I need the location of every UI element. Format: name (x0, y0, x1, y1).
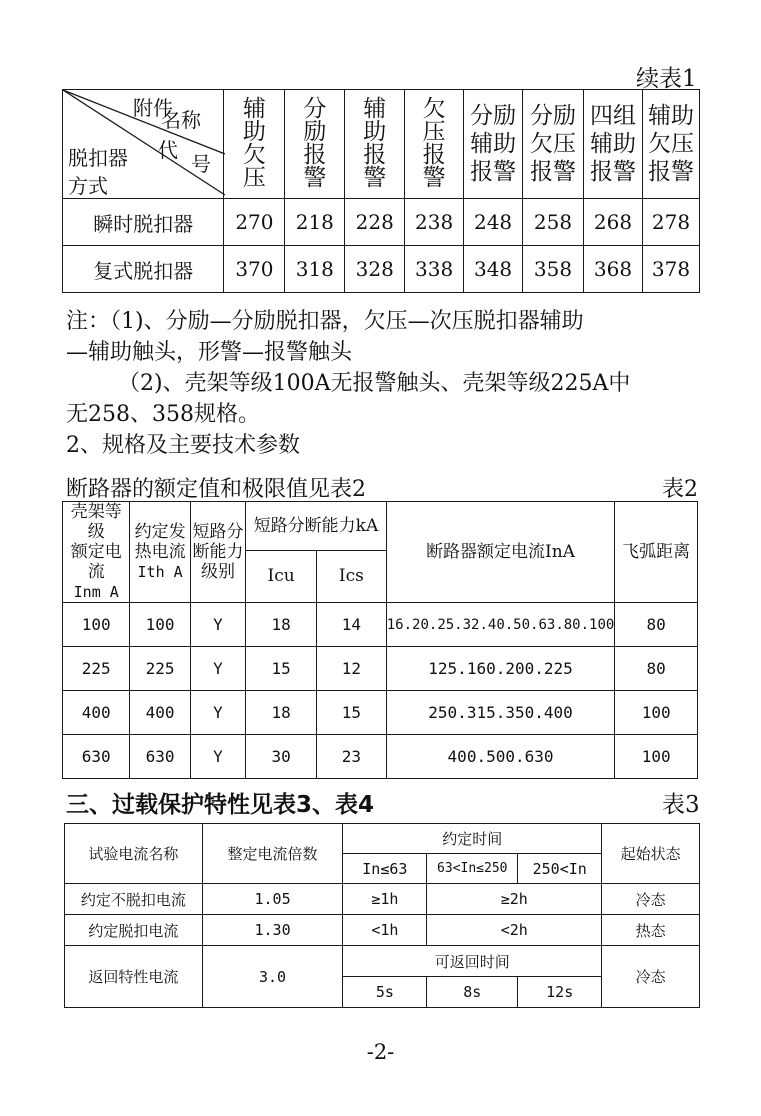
col-header: 250<In (518, 854, 602, 884)
overload-table: 试验电流名称 整定电流倍数 约定时间 起始状态 In≤63 63<In≤250 250<In 约定不脱扣电流 1.05 ≥1h ≥2h 冷态 约定脱扣电流 1.30 <1h <2h 热态 返回特性电流 3.0 可返回时间 冷态 5s 8s 12s (64, 823, 700, 1008)
note-line: 注：（1)、分励—分励脱扣器，欠压—次压脱扣器辅助 (66, 309, 584, 334)
cell: 238 (405, 199, 464, 246)
table-row: 约定脱扣电流 1.30 <1h <2h 热态 (65, 915, 700, 946)
col-header: 分励欠压报警 (523, 90, 584, 199)
table2-intro: 断路器的额定值和极限值见表2 (66, 477, 366, 502)
cell: 248 (464, 199, 523, 246)
table-row (63, 199, 700, 246)
returnable-time-header: 可返回时间 (343, 946, 602, 977)
table3-caption: 表3 (662, 792, 700, 818)
corner-dai: 代 (158, 138, 178, 162)
cell: 278 (642, 199, 699, 246)
col-header: 约定发 热电流 Ith A (130, 502, 190, 603)
cell: 228 (345, 199, 405, 246)
col-header: 分励报警 (285, 90, 345, 199)
corner-tuokouqi: 脱扣器 (68, 146, 128, 170)
table2-caption: 表2 (662, 477, 698, 502)
table-row: 返回特性电流 3.0 可返回时间 冷态 (65, 946, 700, 977)
col-header: 壳架等级 额定电流 Inm A (63, 502, 130, 603)
corner-fujian: 附件 (133, 96, 173, 120)
table-row: 100 100 Y 18 14 16.20.25.32.40.50.63.80.100 80 (63, 603, 698, 647)
cell: 358 (523, 246, 584, 293)
corner-fangshi: 方式 (68, 174, 108, 198)
note-line: —辅助触头，形警—报警触头 (66, 340, 353, 365)
cell: 338 (405, 246, 464, 293)
accessory-code-table (62, 89, 700, 293)
cell: 258 (523, 199, 584, 246)
col-header-ics: Ics (317, 550, 387, 602)
row-label: 瞬时脱扣器 (63, 199, 224, 246)
notes-block (66, 306, 726, 461)
table1-corner-cell (63, 90, 224, 199)
col-header: 分励辅助报警 (464, 90, 523, 199)
col-header: 断路器额定电流InA (386, 502, 615, 603)
section3-title: 三、过载保护特性见表3、表4 (66, 792, 375, 818)
table-row: 630 630 Y 30 23 400.500.630 100 (63, 735, 698, 779)
col-header: 63<In≤250 (427, 854, 518, 884)
cell: 368 (584, 246, 643, 293)
col-header: 起始状态 (602, 824, 700, 884)
col-header: 飞弧距离 (615, 502, 698, 603)
cell: 268 (584, 199, 643, 246)
table1-caption: 续表1 (636, 66, 697, 92)
col-header: 试验电流名称 (65, 824, 203, 884)
cell: 218 (285, 199, 345, 246)
cell: 378 (642, 246, 699, 293)
col-header: 辅助欠压报警 (642, 90, 699, 199)
table-row: 400 400 Y 18 15 250.315.350.400 100 (63, 691, 698, 735)
corner-mingcheng: 名称 (161, 108, 201, 132)
corner-hao: 号 (191, 152, 211, 176)
col-header: 欠压报警 (405, 90, 464, 199)
note-line: 无258、358规格。 (66, 402, 260, 427)
col-header: 整定电流倍数 (202, 824, 343, 884)
ratings-table (62, 501, 698, 779)
row-label: 复式脱扣器 (63, 246, 224, 293)
table-row: 约定不脱扣电流 1.05 ≥1h ≥2h 冷态 (65, 884, 700, 915)
col-header-icu: Icu (246, 550, 317, 602)
col-header: 四组辅助报警 (584, 90, 643, 199)
cell: 328 (345, 246, 405, 293)
cell: 348 (464, 246, 523, 293)
col-header: 约定时间 (343, 824, 602, 854)
col-header: 辅助欠压 (224, 90, 285, 199)
col-header: 短路分 断能力 级别 (190, 502, 245, 603)
cell: 270 (224, 199, 285, 246)
cell: 370 (224, 246, 285, 293)
col-header: 短路分断能力kA (246, 502, 387, 551)
cell: 318 (285, 246, 345, 293)
page-number: -2- (366, 1040, 395, 1064)
table-row (63, 246, 700, 293)
col-header: 辅助报警 (345, 90, 405, 199)
section-heading: 2、规格及主要技术参数 (66, 433, 300, 458)
col-header: In≤63 (343, 854, 427, 884)
note-line: （2)、壳架等级100A无报警触头、壳架等级225A中 (118, 371, 631, 396)
table-row: 225 225 Y 15 12 125.160.200.225 80 (63, 647, 698, 691)
